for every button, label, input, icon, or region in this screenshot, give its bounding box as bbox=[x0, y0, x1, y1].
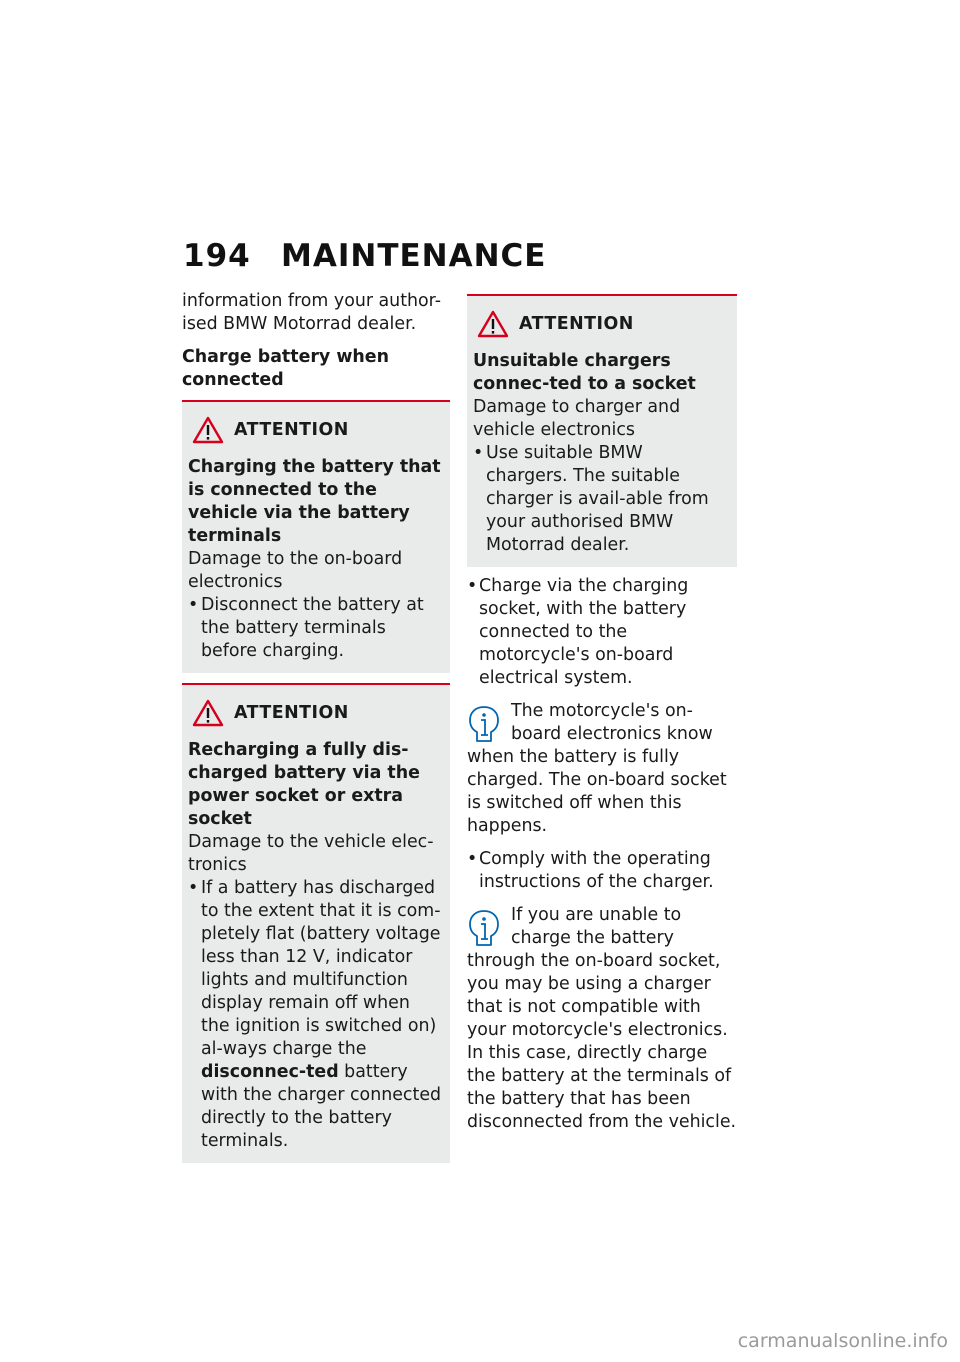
info-note: If you are unable to charge the battery through the on-board socket, you may be using a charger that is not compatible with your motorcycle's electronics. In this case, directly charge the battery at the terminals of the battery that has been disconnected from the vehicle. bbox=[467, 905, 737, 1132]
attention-bullet: • If a battery has discharged to the extent that it is com-pletely flat (battery voltage less than 12 V, indicator lights and multifunction display remain off when the ignition is switched on) al-ways charge the disconnec-ted battery with the charger connected directly to the battery terminals. bbox=[188, 878, 442, 1151]
step-item: • Charge via the charging socket, with the battery connected to the motorcycle's on-board electrical system. bbox=[467, 576, 689, 688]
attention-consequence: Damage to charger and vehicle electronics bbox=[473, 397, 681, 440]
attention-bullet: • Use suitable BMW chargers. The suitable charger is avail-able from your authorised BMW Motorrad dealer. bbox=[473, 443, 709, 555]
attention-box-2 bbox=[182, 683, 450, 1163]
page-header bbox=[183, 238, 546, 274]
attention-consequence: Damage to the on-board electronics bbox=[188, 549, 403, 592]
attention-consequence: Damage to the vehicle elec-tronics bbox=[188, 832, 434, 875]
attention-label: ATTENTION bbox=[234, 703, 349, 723]
attention-bullet: • Disconnect the battery at the battery terminals before charging. bbox=[188, 595, 424, 661]
right-column bbox=[467, 294, 737, 1144]
attention-box-3 bbox=[467, 294, 737, 567]
info-note: The motorcycle's on-board electronics know when the battery is fully charged. The on-board socket is switched off when this happens. bbox=[467, 701, 727, 836]
page-number: 194 bbox=[183, 238, 251, 274]
intro-text: information from your author-ised BMW Motorrad dealer. bbox=[182, 291, 441, 334]
attention-header bbox=[188, 699, 442, 727]
watermark: carmanualsonline.info bbox=[737, 1330, 948, 1352]
left-column bbox=[182, 290, 450, 1163]
info-icon bbox=[467, 908, 501, 948]
attention-subject: Unsuitable chargers connec-ted to a socket bbox=[473, 351, 696, 394]
attention-header bbox=[188, 416, 442, 444]
attention-label: ATTENTION bbox=[234, 420, 349, 440]
attention-label: ATTENTION bbox=[519, 314, 634, 334]
warning-triangle-icon bbox=[192, 699, 224, 727]
section-heading: Charge battery when connected bbox=[182, 347, 389, 390]
warning-triangle-icon bbox=[477, 310, 509, 338]
info-icon bbox=[467, 704, 501, 744]
step-item: • Comply with the operating instructions of the charger. bbox=[467, 849, 714, 892]
attention-subject: Charging the battery that is connected to the vehicle via the battery terminals bbox=[188, 457, 441, 546]
attention-header bbox=[473, 310, 729, 338]
attention-box-1 bbox=[182, 400, 450, 673]
warning-triangle-icon bbox=[192, 416, 224, 444]
attention-subject: Recharging a fully dis-charged battery via the power socket or extra socket bbox=[188, 740, 420, 829]
chapter-title: MAINTENANCE bbox=[281, 238, 547, 274]
